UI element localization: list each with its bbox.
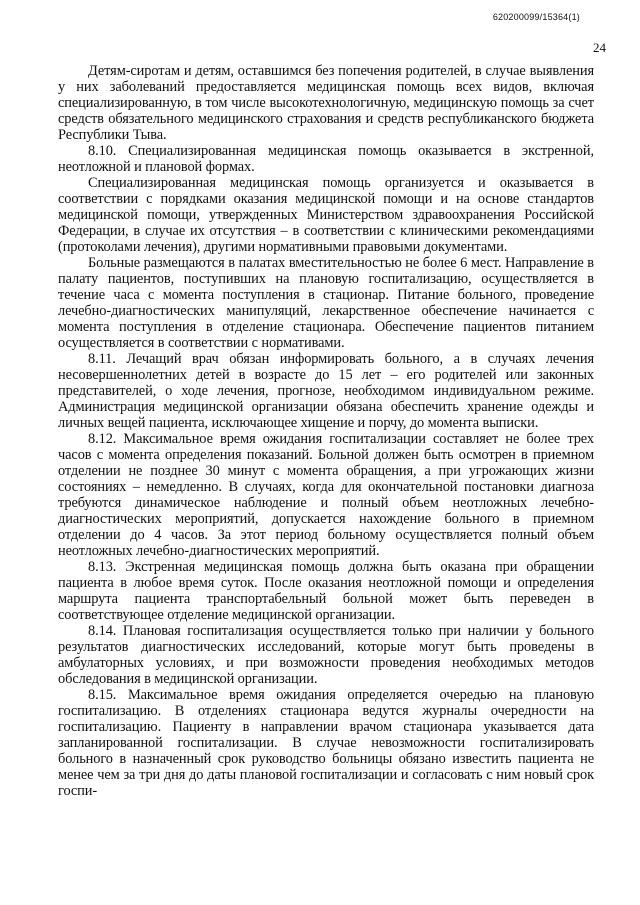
- paragraph-8-12: 8.12. Максимальное время ожидания госпитализации составляет не более трех часов с момента определения показаний. Больной должен быть осмотрен в приемном отделении не позднее 30 минут с момента обращения, а при угрожающих жизни состояниях – немедленно. В случаях, когда для окончательной постановки диагноза требуются динамическое наблюдение и полный объем неотложных лечебно-диагностических мероприятий, допускается нахождение больного в приемном отделении до 4 часов. За этот период больному осуществляется полный объем неотложных лечебно-диагностических мероприятий.: [58, 431, 594, 559]
- page-number: 24: [593, 40, 606, 55]
- document-code: 620200099/15364(1): [492, 12, 580, 22]
- paragraph-ward-placement: Больные размещаются в палатах вместительностью не более 6 мест. Направление в палату пациентов, поступивших на плановую госпитализацию, осуществляется в течение часа с момента поступления в стационар. Питание больного, проведение лечебно-диагностических манипуляций, лекарственное обеспечение начинается с момента поступления в отделение стационара. Обеспечение пациентов питанием осуществляется в соответствии с нормативами.: [58, 255, 594, 351]
- paragraph-8-15: 8.15. Максимальное время ожидания определяется очередью на плановую госпитализацию. В отделениях стационара ведутся журналы очередности на госпитализацию. Пациенту в направлении врачом стационара указывается дата запланированной госпитализации. В случае невозможности госпитализировать больного в назначенный срок руководство больницы обязано известить пациента не менее чем за три дня до даты плановой госпитализации и согласовать с ним новый срок госпи-: [58, 687, 594, 799]
- paragraph-specialized-care-standards: Специализированная медицинская помощь организуется и оказывается в соответствии с порядками оказания медицинской помощи и на основе стандартов медицинской помощи, утвержденных Министерством здравоохранения Российской Федерации, в случае их отсутствия – в соответствии с клиническими рекомендациями (протоколами лечения), другими нормативными правовыми документами.: [58, 175, 594, 255]
- paragraph-8-10: 8.10. Специализированная медицинская помощь оказывается в экстренной, неотложной и плановой формах.: [58, 143, 594, 175]
- paragraph-8-13: 8.13. Экстренная медицинская помощь должна быть оказана при обращении пациента в любое время суток. После оказания неотложной помощи и определения маршрута пациента транспортабельный больной может быть переведен в соответствующее отделение медицинской организации.: [58, 559, 594, 623]
- paragraph-8-14: 8.14. Плановая госпитализация осуществляется только при наличии у больного результатов диагностических исследований, которые могут быть проведены в амбулаторных условиях, и при возможности проведения необходимых методов обследования в медицинской организации.: [58, 623, 594, 687]
- paragraph-8-11: 8.11. Лечащий врач обязан информировать больного, а в случаях лечения несовершеннолетних детей в возрасте до 15 лет – его родителей или законных представителей, о ходе лечения, прогнозе, необходимом индивидуальном режиме. Администрация медицинской организации обязана обеспечить хранение одежды и личных вещей пациента, исключающее хищение и порчу, до момента выписки.: [58, 351, 594, 431]
- document-body: [58, 63, 594, 799]
- paragraph-orphans-care: Детям-сиротам и детям, оставшимся без попечения родителей, в случае выявления у них заболеваний предоставляется медицинская помощь всех видов, включая специализированную, в том числе высокотехнологичную, медицинскую помощь за счет средств обязательного медицинского страхования и средств республиканского бюджета Республики Тыва.: [58, 63, 594, 143]
